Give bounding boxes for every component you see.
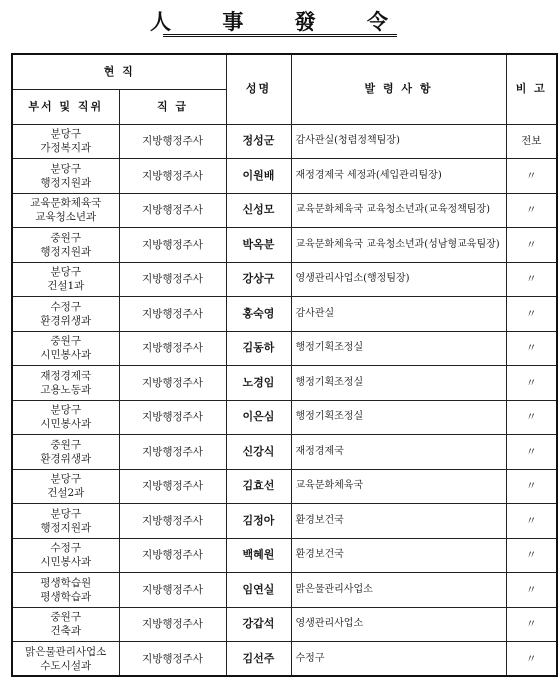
order-cell: 환경보건국 [291, 538, 506, 573]
name-cell: 박옥분 [226, 228, 291, 263]
grade-cell: 지방행정주사 [119, 366, 226, 401]
dept-cell [12, 469, 119, 504]
dept-line1: 중원구 [50, 231, 81, 244]
header-current-position: 현 직 [12, 54, 226, 89]
table-row [12, 159, 557, 194]
dept-line1: 재정경제국 [40, 369, 92, 382]
remarks-cell: 〃 [506, 607, 557, 642]
dept-line1: 중원구 [50, 335, 81, 348]
order-cell: 영생관리사업소(행정팀장) [291, 262, 506, 297]
name-cell: 노경임 [226, 366, 291, 401]
order-cell: 감사관실(청렴정책팀장) [291, 124, 506, 159]
dept-line1: 맑은물관리사업소 [25, 645, 107, 658]
dept-line2: 가정복지과 [40, 142, 92, 155]
order-cell: 행정기획조정실 [291, 400, 506, 435]
remarks-cell: 〃 [506, 331, 557, 366]
dept-line1: 분당구 [50, 128, 81, 141]
name-cell: 이원배 [226, 159, 291, 194]
table-row [12, 262, 557, 297]
order-cell: 수정구 [291, 642, 506, 677]
grade-cell: 지방행정주사 [119, 193, 226, 228]
remarks-cell: 전보 [506, 124, 557, 159]
dept-line2: 건축과 [50, 625, 81, 638]
dept-line2: 행정지원과 [40, 521, 92, 534]
dept-cell [12, 400, 119, 435]
dept-cell [12, 366, 119, 401]
remarks-cell: 〃 [506, 504, 557, 539]
dept-cell [12, 193, 119, 228]
table-row [12, 469, 557, 504]
grade-cell: 지방행정주사 [119, 159, 226, 194]
dept-cell [12, 642, 119, 677]
dept-cell [12, 573, 119, 608]
dept-line2: 환경위생과 [40, 452, 92, 465]
dept-cell [12, 538, 119, 573]
remarks-cell: 〃 [506, 435, 557, 470]
dept-cell [12, 504, 119, 539]
table-row [12, 504, 557, 539]
order-cell: 재정경제국 [291, 435, 506, 470]
remarks-cell: 〃 [506, 573, 557, 608]
dept-cell [12, 262, 119, 297]
header-order: 발 령 사 항 [291, 54, 506, 124]
dept-line2: 평생학습과 [40, 590, 92, 603]
dept-line2: 시민봉사과 [40, 418, 92, 431]
order-cell: 영생관리사업소 [291, 607, 506, 642]
order-cell: 맑은물관리사업소 [291, 573, 506, 608]
table-row [12, 642, 557, 677]
grade-cell: 지방행정주사 [119, 607, 226, 642]
name-cell: 백혜원 [226, 538, 291, 573]
dept-line2: 고용노동과 [40, 383, 92, 396]
dept-cell [12, 228, 119, 263]
name-cell: 김효선 [226, 469, 291, 504]
header-dept-position: 부서 및 직위 [12, 89, 119, 124]
grade-cell: 지방행정주사 [119, 124, 226, 159]
grade-cell: 지방행정주사 [119, 504, 226, 539]
grade-cell: 지방행정주사 [119, 400, 226, 435]
grade-cell: 지방행정주사 [119, 331, 226, 366]
dept-line2: 건설2과 [47, 487, 85, 500]
dept-line2: 시민봉사과 [40, 556, 92, 569]
remarks-cell: 〃 [506, 159, 557, 194]
dept-line2: 교육청소년과 [35, 211, 97, 224]
table-body [12, 124, 557, 676]
remarks-cell: 〃 [506, 469, 557, 504]
grade-cell: 지방행정주사 [119, 538, 226, 573]
grade-cell: 지방행정주사 [119, 228, 226, 263]
order-cell: 교육문화체육국 교육청소년과(교육정책팀장) [291, 193, 506, 228]
remarks-cell: 〃 [506, 538, 557, 573]
grade-cell: 지방행정주사 [119, 435, 226, 470]
table-row [12, 331, 557, 366]
table-row [12, 435, 557, 470]
name-cell: 강갑석 [226, 607, 291, 642]
remarks-cell: 〃 [506, 228, 557, 263]
table-row [12, 366, 557, 401]
grade-cell: 지방행정주사 [119, 573, 226, 608]
name-cell: 홍숙영 [226, 297, 291, 332]
dept-cell [12, 297, 119, 332]
name-cell: 신강식 [226, 435, 291, 470]
dept-line2: 행정지원과 [40, 245, 92, 258]
order-cell: 행정기획조정실 [291, 331, 506, 366]
remarks-cell: 〃 [506, 400, 557, 435]
grade-cell: 지방행정주사 [119, 642, 226, 677]
order-cell: 교육문화체육국 [291, 469, 506, 504]
table-row [12, 193, 557, 228]
table-row [12, 538, 557, 573]
dept-cell [12, 159, 119, 194]
remarks-cell: 〃 [506, 297, 557, 332]
personnel-order-table [11, 53, 558, 677]
order-cell: 감사관실 [291, 297, 506, 332]
name-cell: 신성모 [226, 193, 291, 228]
dept-cell [12, 607, 119, 642]
order-cell: 환경보건국 [291, 504, 506, 539]
name-cell: 정성군 [226, 124, 291, 159]
dept-line2: 행정지원과 [40, 176, 92, 189]
table-row [12, 228, 557, 263]
dept-line1: 분당구 [50, 473, 81, 486]
name-cell: 이은심 [226, 400, 291, 435]
name-cell: 강상구 [226, 262, 291, 297]
grade-cell: 지방행정주사 [119, 262, 226, 297]
document-title: 人 事 發 令 [150, 9, 410, 34]
remarks-cell: 〃 [506, 193, 557, 228]
dept-cell [12, 435, 119, 470]
header-name: 성명 [226, 54, 291, 124]
name-cell: 김정아 [226, 504, 291, 539]
dept-line1: 교육문화체육국 [30, 197, 102, 210]
remarks-cell: 〃 [506, 366, 557, 401]
header-grade: 직 급 [119, 89, 226, 124]
header-remarks: 비 고 [506, 54, 557, 124]
name-cell: 임연실 [226, 573, 291, 608]
order-cell: 행정기획조정실 [291, 366, 506, 401]
dept-cell [12, 331, 119, 366]
dept-line2: 건설1과 [47, 280, 85, 293]
table-row [12, 573, 557, 608]
remarks-cell: 〃 [506, 642, 557, 677]
name-cell: 김선주 [226, 642, 291, 677]
remarks-cell: 〃 [506, 262, 557, 297]
order-cell: 재정경제국 세정과(세입관리팀장) [291, 159, 506, 194]
table-row [12, 124, 557, 159]
dept-line1: 분당구 [50, 507, 81, 520]
dept-line1: 수정구 [50, 542, 81, 555]
dept-line1: 분당구 [50, 266, 81, 279]
table-row [12, 400, 557, 435]
order-cell: 교육문화체육국 교육청소년과(성남형교육팀장) [291, 228, 506, 263]
title-underline [163, 34, 397, 37]
dept-line2: 시민봉사과 [40, 349, 92, 362]
dept-line1: 분당구 [50, 404, 81, 417]
dept-line2: 환경위생과 [40, 314, 92, 327]
dept-line1: 평생학습원 [40, 576, 92, 589]
dept-line1: 중원구 [50, 611, 81, 624]
dept-line1: 분당구 [50, 162, 81, 175]
dept-line2: 수도시설과 [40, 659, 92, 672]
dept-cell [12, 124, 119, 159]
table-row [12, 607, 557, 642]
dept-line1: 중원구 [50, 438, 81, 451]
grade-cell: 지방행정주사 [119, 469, 226, 504]
dept-line1: 수정구 [50, 300, 81, 313]
table-row [12, 297, 557, 332]
grade-cell: 지방행정주사 [119, 297, 226, 332]
name-cell: 김동하 [226, 331, 291, 366]
